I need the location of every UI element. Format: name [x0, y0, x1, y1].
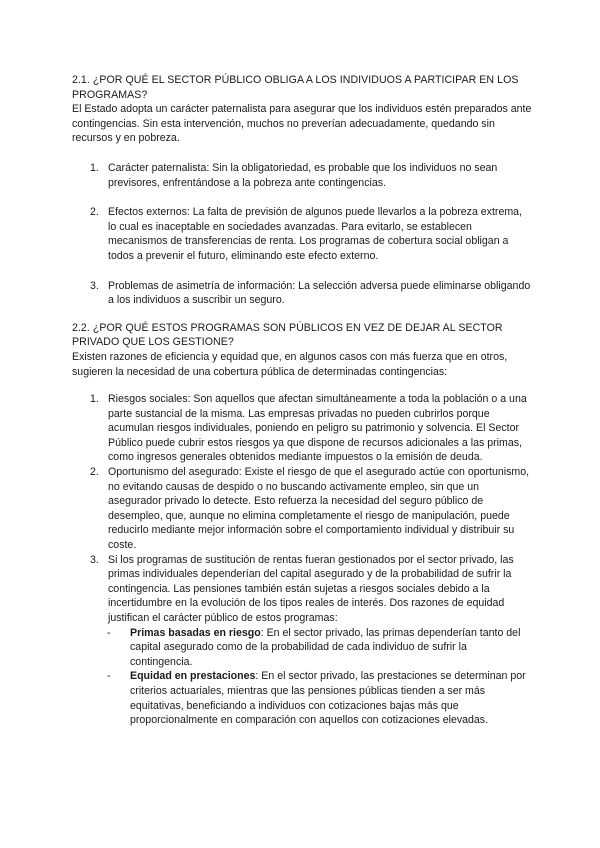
list-number: 3.: [90, 553, 99, 566]
sub-list-item: [107, 626, 532, 670]
list-number: 3.: [90, 279, 99, 292]
list-item-text: Si los programas de sustitución de rentas fueran gestionados por el sector privado, las primas individuales dependerían del capital asegurado y de la probabilidad de sufrir la contingencia. Las pensiones también están sujetas a riesgos sociales debido a la incertidumbre en la evolución de los tipos reales de interés. Dos razones de equidad justifican el carácter público de estos programas:: [108, 553, 514, 624]
list-item-text: Oportunismo del asegurado: Existe el riesgo de que el asegurado actúe con oportunismo, no evitando causas de despido o no buscando activamente empleo, sin que un asegurador privado lo detecte. Esto refuerza la necesidad del seguro público de desempleo, que, aunque no elimina completamente el riesgo de manipulación, puede reducirlo mediante mejor información sobre el comportamiento individual y distribuir su coste.: [108, 466, 530, 552]
section-heading-2-1: 2.1. ¿POR QUÉ EL SECTOR PÚBLICO OBLIGA A LOS INDIVIDUOS A PARTICIPAR EN LOS PROGRAMAS?: [72, 74, 519, 101]
list-item-text: Efectos externos: La falta de previsión de algunos puede llevarlos a la pobreza extrema, lo cual es inaceptable en sociedades avanzadas. Para evitarlo, se establecen mecanismos de transferencias de renta. Los programas de cobertura social obligan a todos a prevenir el futuro, eliminando este efecto externo.: [108, 206, 522, 262]
list-item: [72, 279, 532, 308]
list-item: [72, 465, 532, 553]
list-item: [72, 392, 532, 465]
list-item: [72, 161, 532, 190]
reasons-list-2-2: [72, 392, 532, 728]
list-item: [72, 205, 532, 263]
list-item-text: Carácter paternalista: Sin la obligatoriedad, es probable que los individuos no sean previsores, enfrentándose a la pobreza ante contingencias.: [108, 161, 498, 189]
list-number: 2.: [90, 206, 99, 219]
list-item: [72, 553, 532, 728]
list-item-text: Problemas de asimetría de información: La selección adversa puede eliminarse obligando a los individuos a suscribir un seguro.: [108, 279, 531, 307]
section-intro-2-1: El Estado adopta un carácter paternalista para asegurar que los individuos estén preparados ante contingencias. Sin esta intervención, muchos no preverían adecuadamente, quedando sin recursos y en pobreza.: [72, 103, 532, 145]
dash-bullet: -: [107, 626, 111, 639]
sub-item-title: Primas basadas en riesgo: [130, 626, 261, 639]
section-heading-2-2: 2.2. ¿POR QUÉ ESTOS PROGRAMAS SON PÚBLICOS EN VEZ DE DEJAR AL SECTOR PRIVADO QUE LOS GESTIONE?: [72, 321, 503, 349]
equity-reasons-list: [72, 626, 532, 728]
sub-item-title: Equidad en prestaciones: [130, 670, 256, 683]
list-number: 2.: [90, 466, 99, 479]
list-number: 1.: [90, 161, 99, 174]
section-intro-2-2: Existen razones de eficiencia y equidad que, en algunos casos con más fuerza que en otros, sugieren la necesidad de una cobertura pública de determinadas contingencias:: [72, 350, 508, 378]
reasons-list-2-1: [72, 161, 532, 308]
sub-list-item: [107, 669, 532, 727]
list-item-text: Riesgos sociales: Son aquellos que afectan simultáneamente a toda la población o a una parte sustancial de la misma. Las empresas privadas no pueden cubrirlos porque acumulan riesgos individuales, poniendo en peligro su patrimonio y solvencia. El Sector Público puede cubrir estos riesgos ya que dispone de recursos adicionales a las primas, como ingresos generales obtenidos mediante impuestos o la emisión de deuda.: [108, 393, 527, 464]
document-body: [72, 73, 532, 728]
dash-bullet: -: [107, 670, 111, 683]
sub-item-text: : En el sector privado, las primas dependerían tanto del capital asegurado como de la probabilidad de cada individuo de sufrir la contingencia.: [130, 626, 521, 668]
list-number: 1.: [90, 393, 99, 406]
sub-item-text: : En el sector privado, las prestaciones se determinan por criterios actuariales, mientras que las pensiones públicas tienden a ser más equitativas, beneficiando a individuos con cotizaciones bajas más que proporcionalmente en comparación con aquellos con cotizaciones elevadas.: [130, 670, 526, 727]
